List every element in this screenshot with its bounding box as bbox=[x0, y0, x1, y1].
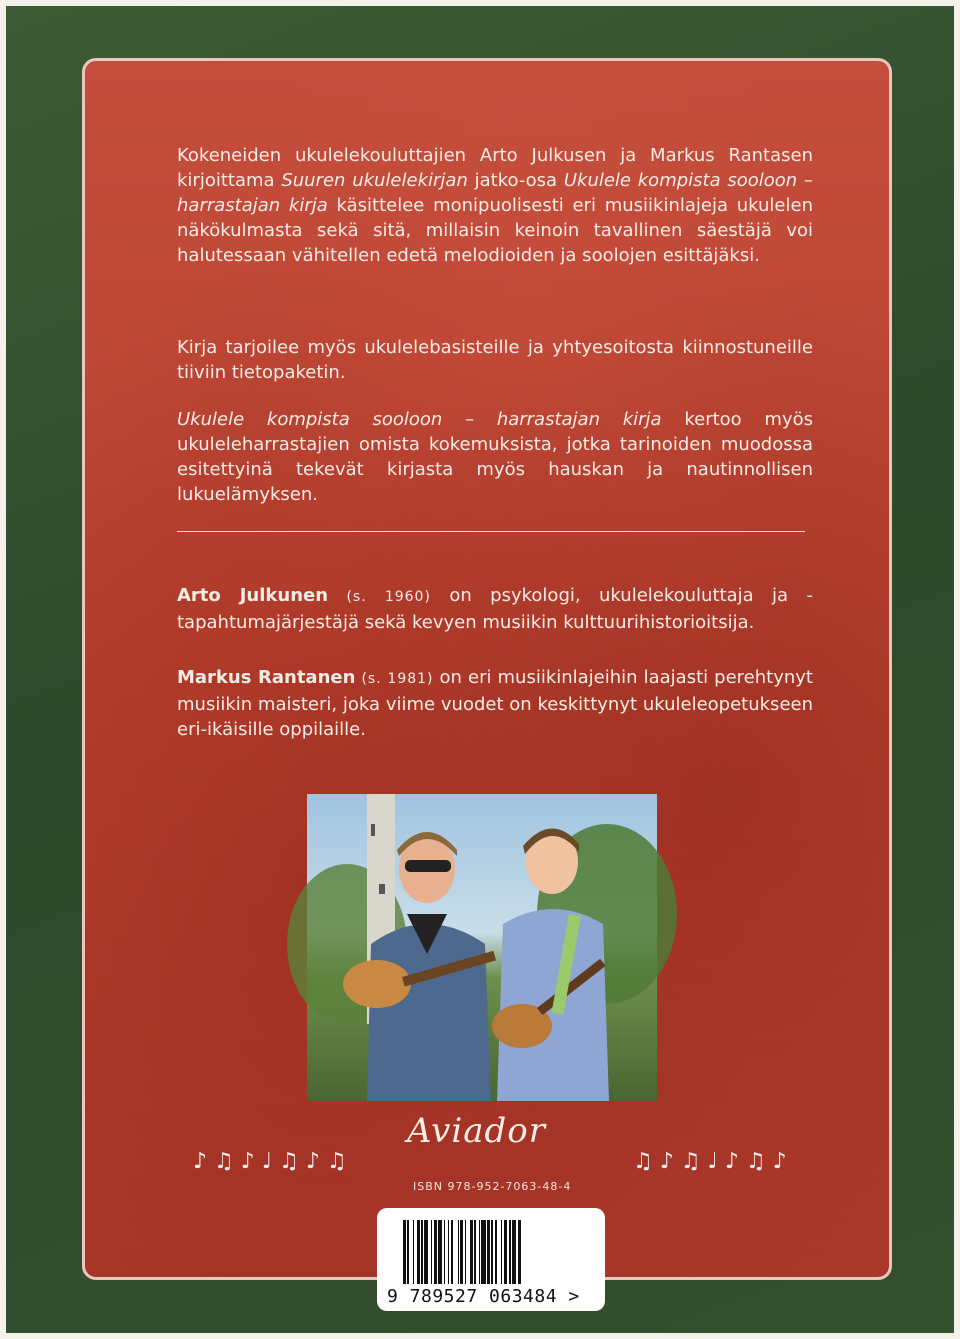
book-title-previous: Suuren ukulelekirjan bbox=[281, 170, 468, 191]
barcode bbox=[377, 1208, 605, 1311]
barcode-bar bbox=[424, 1220, 428, 1284]
intro-text: käsittelee monipuolisesti eri musiikinlajeja ukulelen näkökulmasta sekä sitä, millaisin keinoin tavallinen säestäjä voi halutessaan vähitellen edetä melodioiden ja soolojen esittäjäksi. bbox=[177, 195, 813, 266]
intro-text: jatko-osa bbox=[467, 170, 564, 191]
isbn-text: ISBN 978-952-7063-48-4 bbox=[413, 1180, 572, 1193]
authors-photo-illustration bbox=[307, 794, 657, 1101]
barcode-bar bbox=[501, 1220, 502, 1284]
author-name: Markus Rantanen bbox=[177, 667, 356, 688]
barcode-bar bbox=[470, 1220, 473, 1284]
barcode-bar bbox=[512, 1220, 516, 1284]
barcode-bar bbox=[407, 1220, 408, 1284]
intro-text: kertoo myös ukuleleharrastajien omista kokemuksista, jotka tarinoiden muodossa esitettyinä tekevät kirjasta myös hauskan ja nautinnollisen lukuelämyksen. bbox=[177, 409, 813, 505]
barcode-bar bbox=[438, 1220, 442, 1284]
intro-text: Kokeneiden ukulelekouluttajien Arto Julkusen ja Markus Rantasen kirjoittama bbox=[177, 145, 813, 191]
barcode-bar bbox=[458, 1220, 459, 1284]
barcode-bar bbox=[518, 1220, 521, 1284]
barcode-bar bbox=[479, 1220, 480, 1284]
barcode-bar bbox=[413, 1220, 414, 1284]
intro-paragraph-3 bbox=[177, 407, 813, 507]
barcode-bar bbox=[474, 1220, 475, 1284]
authors-photo bbox=[307, 794, 657, 1101]
barcode-bar bbox=[434, 1220, 437, 1284]
author-bio-arto bbox=[177, 583, 813, 635]
barcode-bar bbox=[491, 1220, 492, 1284]
intro-paragraph-1 bbox=[177, 143, 813, 268]
barcode-bar bbox=[487, 1220, 490, 1284]
barcode-bar bbox=[421, 1220, 422, 1284]
book-title: Ukulele kompista sooloon – harrastajan kirja bbox=[177, 170, 813, 216]
barcode-bar bbox=[504, 1220, 507, 1284]
book-title: Ukulele kompista sooloon – harrastajan kirja bbox=[177, 409, 662, 430]
barcode-bar bbox=[509, 1220, 510, 1284]
barcode-bar bbox=[481, 1220, 485, 1284]
barcode-bar bbox=[431, 1220, 432, 1284]
barcode-bar bbox=[460, 1220, 463, 1284]
author-bio-text: on psykologi, ukulelekouluttaja ja -tapahtumajärjestäjä sekä kevyen musiikin kulttuurihistorioitsija. bbox=[177, 585, 813, 633]
author-bio-text: on eri musiikinlajeihin laajasti perehtynyt musiikin maisteri, joka viime vuodet on keskittynyt ukuleleopetukseen eri-ikäisille oppilaille. bbox=[177, 667, 813, 740]
author-name: Arto Julkunen bbox=[177, 585, 329, 606]
barcode-bar bbox=[451, 1220, 454, 1284]
barcode-bar bbox=[444, 1220, 445, 1284]
publisher-logo: Aviador bbox=[407, 1111, 547, 1151]
barcode-bar bbox=[403, 1220, 406, 1284]
red-content-panel bbox=[82, 58, 892, 1307]
music-notes-left: ♪ ♫ ♪ ♩ ♫ ♪ ♫ bbox=[193, 1149, 347, 1174]
intro-paragraph-2: Kirja tarjoilee myös ukulelebasisteille ja yhtyesoitosta kiinnostuneille tiiviin tietopaketin. bbox=[177, 337, 813, 383]
author-born: (s. 1981) bbox=[361, 671, 434, 687]
barcode-bar bbox=[417, 1220, 420, 1284]
author-born: (s. 1960) bbox=[346, 589, 431, 605]
book-back-cover bbox=[6, 6, 954, 1333]
barcode-bar bbox=[495, 1220, 496, 1284]
divider bbox=[177, 531, 805, 532]
barcode-digits: 9 789527 063484 > bbox=[387, 1286, 580, 1307]
barcode-bars bbox=[403, 1220, 575, 1284]
music-notes-right: ♫ ♪ ♫ ♩ ♪ ♫ ♪ bbox=[633, 1149, 787, 1174]
author-bio-markus bbox=[177, 665, 813, 742]
barcode-bar bbox=[448, 1220, 449, 1284]
barcode-bar bbox=[465, 1220, 466, 1284]
